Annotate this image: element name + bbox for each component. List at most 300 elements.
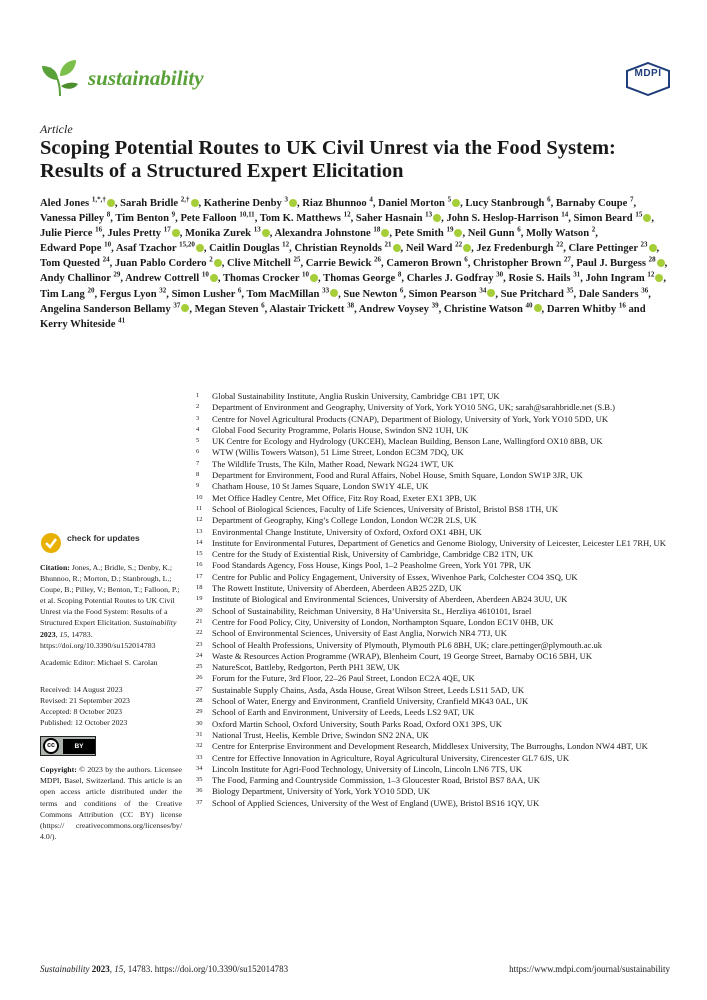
author	[394, 225, 463, 240]
author-affiliation-ref: 22	[556, 240, 564, 249]
author-affiliation-ref: 35	[566, 286, 574, 295]
affiliation-item	[196, 402, 676, 413]
author	[259, 210, 351, 225]
affiliation-item	[196, 493, 676, 504]
author	[274, 225, 389, 240]
publication-dates	[40, 684, 182, 728]
author	[576, 255, 664, 270]
author-name: Katherine Denby	[203, 198, 282, 209]
author-affiliation-ref: 16	[95, 225, 103, 234]
author-affiliation-ref: 5	[447, 195, 452, 204]
affiliation-item	[196, 798, 676, 809]
affiliation-text: School of Biological Sciences, Faculty of Life Sciences, University of Bristol, Bristol BS8 1TH, UK	[212, 503, 559, 514]
affiliation-number: 31	[196, 730, 203, 738]
author-affiliation-ref: 33	[322, 286, 330, 295]
author-list: Aled Jones $^{1,*,\dagger}$ , Sarah Bridle $^{2,\dagger}$ , Katherine Denby $^3$ , Riaz Bhunnoo $^4$, Daniel Morton $^5$ , Lucy Stanbrough $^6$, Barnaby Coupe $^7$, Vanessa Pilley $^8$, Tim Benton $^9$, Pete Falloon $^{10,11}$, Tom K. Matthews $^{12}$, Saher Hasnain $^{13}$ , John S. Heslop-Harrison $^{14}$, Simon Beard $^{15}$ , Julie Pierce $^{16}$, Jules Pretty $^{17}$ , Monika Zurek $^{13}$ , Alexandra Johnstone $^{18}$ , Pete Smith $^{19}$ , Neil Gunn $^6$, Molly Watson $^2$, Edward Pope $^{10}$, Asaf Tzachor $^{15,20}$ , Caitlin Douglas $^{12}$, Christian Reynolds $^{21}$ , Neil Ward $^{22}$ , Jez Fredenburgh $^{22}$, Clare Pettinger $^{23}$ , Tom Quested $^{24}$, Juan Pablo Cordero $^2$ , Clive Mitchell $^{25}$, Carrie Bewick $^{26}$, Cameron Brown $^6$, Christopher Brown $^{27}$, Paul J. Burgess $^{28}$ , Andy Challinor $^{29}$, Andrew Cottrell $^{10}$ , Thomas Crocker $^{10}$ , Thomas George $^8$, Charles J. Godfray $^{30}$, Rosie S. Hails $^{31}$, John Ingram $^{12}$ , Tim Lang $^{20}$, Fergus Lyon $^{32}$, Simon Lusher $^6$, Tom MacMillan $^{33}$ , Sue Newton $^6$, Simon Pearson $^{34}$ , Sue Pritchard $^{35}$, Dale Sanders $^{36}$, Angelina Sanderson Bellamy $^{37}$ , Megan Steven $^6$, Alastair Trickett $^{38}$, Andrew Voysey $^{39}$, Christine Watson $^{40}$ , Darren Whitby $^{16}$ and Kerry Whiteside $^{41}$	[40, 195, 668, 330]
author-affiliation-ref: 10	[104, 240, 112, 249]
affiliation-number: 15	[196, 550, 203, 558]
author-affiliation-ref: 1,*,†	[91, 195, 106, 204]
affiliation-text: Centre for the Study of Existential Risk, University of Cambridge, Cambridge CB2 1TN, UK	[212, 549, 534, 560]
affiliation-number: 7	[196, 459, 200, 467]
orcid-icon[interactable]	[655, 274, 663, 282]
copyright-notice	[40, 764, 182, 842]
orcid-icon[interactable]	[487, 289, 495, 297]
author-affiliation-ref: 21	[384, 240, 392, 249]
author-name: Saher Hasnain	[355, 213, 423, 225]
orcid-icon[interactable]	[191, 199, 199, 207]
author	[194, 301, 265, 315]
author	[585, 270, 664, 285]
author	[180, 210, 255, 225]
author	[555, 195, 634, 209]
author-name: Thomas Crocker	[222, 273, 300, 285]
author-name: Vanessa Pilley	[40, 213, 105, 225]
author-name: Simon Pearson	[408, 288, 477, 300]
orcid-icon[interactable]	[214, 259, 222, 267]
orcid-icon[interactable]	[196, 244, 204, 252]
orcid-icon[interactable]	[643, 214, 651, 222]
author-affiliation-ref: 19	[446, 225, 454, 234]
author	[226, 255, 301, 270]
author-name: Jules Pretty	[107, 228, 162, 240]
footer-year: 2023	[89, 964, 110, 974]
orcid-icon[interactable]	[289, 199, 297, 207]
affiliation-item	[196, 617, 676, 628]
orcid-icon[interactable]	[330, 289, 338, 297]
affiliation-number: 23	[196, 640, 203, 648]
author	[209, 240, 290, 255]
affiliation-item	[196, 662, 676, 673]
affiliation-item	[196, 447, 676, 458]
affiliation-text: UK Centre for Ecology and Hydrology (UKCEH), Maclean Building, Benson Lane, Wallingford OX10 8BB, UK	[212, 436, 603, 447]
author	[246, 286, 339, 300]
author-name: Riaz Bhunnoo	[302, 198, 367, 209]
author-affiliation-ref: 32	[159, 286, 167, 295]
author-affiliation-ref: 8	[397, 270, 402, 279]
affiliation-item	[196, 572, 676, 583]
author-name: Tim Benton	[115, 213, 169, 225]
affiliation-number: 12	[196, 516, 203, 524]
affiliation-number: 18	[196, 584, 203, 592]
author	[99, 286, 167, 300]
footer-journal: Sustainability	[40, 964, 90, 974]
author-affiliation-ref: 39	[431, 301, 439, 310]
affiliation-number: 25	[196, 663, 203, 671]
author-affiliation-ref: 14	[561, 210, 569, 219]
author-name: Sarah Bridle	[120, 198, 179, 209]
author	[40, 255, 110, 270]
affiliation-item	[196, 594, 676, 605]
author	[443, 301, 542, 315]
footer-doi[interactable]: , 14783. https://doi.org/10.3390/su152014783	[123, 964, 289, 974]
affiliation-text: The Wildlife Trusts, The Kiln, Mather Road, Newark NG24 1WT, UK	[212, 458, 454, 469]
author	[467, 225, 521, 240]
author-affiliation-ref: 37	[173, 301, 181, 310]
affiliation-item	[196, 606, 676, 617]
citation-text: Jones, A.; Bridle, S.; Denby, K.; Bhunnoo, R.; Morton, D.; Stanbrough, L.; Coupe, B.; Pilley, V.; Benton, T.; Falloon, P.; et al. Scoping Potential Routes to UK Civil Unrest via the Food System: Results of a Structured Expert Elicitation.	[40, 563, 180, 628]
author	[40, 301, 189, 315]
affiliation-item	[196, 549, 676, 560]
author-affiliation-ref: 36	[641, 286, 649, 295]
affiliation-number: 14	[196, 538, 203, 546]
author-affiliation-ref: 38	[347, 301, 355, 310]
author	[573, 210, 652, 225]
affiliation-text: Centre for Effective Innovation in Agriculture, Royal Agricultural University, Cirencester GL7 6JS, UK	[212, 752, 570, 763]
author-name: Charles J. Godfray	[406, 273, 494, 285]
author	[222, 270, 318, 285]
affiliation-text: Food Standards Agency, Foss House, Kings Pool, 1–2 Peasholme Green, York Y01 7PR, UK	[212, 560, 532, 571]
author	[40, 225, 103, 240]
author	[358, 301, 439, 315]
author-name: Simon Beard	[573, 213, 633, 225]
author	[40, 210, 111, 225]
orcid-icon[interactable]	[657, 259, 665, 267]
citation-year: 2023	[40, 629, 56, 639]
author	[446, 210, 569, 225]
check-for-updates-badge[interactable]	[40, 532, 182, 556]
affiliation-text: The Rowett Institute, University of Aberdeen, Aberdeen AB25 2ZD, UK	[212, 583, 462, 594]
affiliation-number: 37	[196, 798, 203, 806]
author-affiliation-ref: 8	[106, 210, 111, 219]
affiliation-text: Department of Environment and Geography, University of York, York YO10 5NG, UK; sarah@sarahbridle.net (S.B.)	[212, 402, 615, 413]
affiliation-item	[196, 583, 676, 594]
affiliation-text: Centre for Public and Policy Engagement, University of Essex, Wivenhoe Park, Colchester CO4 3SQ, UK	[212, 571, 578, 582]
author-conjunction: and	[628, 303, 646, 315]
cc-icon: cc	[43, 738, 59, 754]
author-affiliation-ref: 10,11	[239, 210, 255, 219]
orcid-icon[interactable]	[433, 214, 441, 222]
author-affiliation-ref: 9	[171, 210, 176, 219]
orcid-icon[interactable]	[210, 274, 218, 282]
author-name: Christian Reynolds	[294, 243, 382, 255]
author	[40, 240, 112, 255]
affiliation-number: 9	[196, 482, 200, 490]
affiliation-number: 24	[196, 651, 203, 659]
affiliation-item	[196, 764, 676, 775]
author-affiliation-ref: 2,†	[180, 195, 190, 204]
affiliation-text: Centre for Enterprise Environment and Development Research, Middlesex University, The Burroughs, London NW4 4BT, UK	[212, 741, 648, 752]
author-name: John S. Heslop-Harrison	[446, 213, 559, 225]
affiliation-item	[196, 651, 676, 662]
author	[508, 270, 581, 285]
affiliation-text: Oxford Martin School, Oxford University, South Parks Road, Oxford OX1 3PS, UK	[212, 718, 502, 729]
citation-doi-link[interactable]: https://doi.org/10.3390/su152014783	[40, 640, 156, 650]
author-name: Tim Lang	[40, 288, 85, 300]
affiliation-number: 35	[196, 776, 203, 784]
orcid-icon[interactable]	[454, 229, 462, 237]
affiliation-text: Lincoln Institute for Agri-Food Technology, University of Lincoln, Lincoln LN6 7TS, UK	[212, 763, 522, 774]
affiliation-text: Forum for the Future, 3rd Floor, 22–26 Paul Street, London EC2A 4QE, UK	[212, 673, 475, 684]
author-affiliation-ref: 12	[647, 270, 655, 279]
affiliation-number: 20	[196, 606, 203, 614]
orcid-icon[interactable]	[649, 244, 657, 252]
affiliation-item	[196, 391, 676, 402]
author-affiliation-ref: 13	[425, 210, 433, 219]
author-name: Megan Steven	[194, 303, 259, 315]
author	[171, 286, 242, 300]
author-name: Angelina Sanderson Bellamy	[40, 303, 171, 315]
author-affiliation-ref: 27	[563, 255, 571, 264]
affiliation-text: Institute of Biological and Environmental Sciences, University of Aberdeen, Aberdeen AB24 3UU, UK	[212, 594, 568, 605]
author-name: Edward Pope	[40, 243, 102, 255]
author	[305, 255, 382, 270]
author-affiliation-ref: 6	[547, 195, 551, 204]
journal-header	[40, 56, 670, 100]
orcid-icon[interactable]	[393, 244, 401, 252]
author-name: Thomas George	[323, 273, 396, 285]
affiliation-text: Centre for Food Policy, City, University of London, Northampton Square, London EC1V 0HB, UK	[212, 616, 554, 627]
citation-label: Citation:	[40, 563, 70, 572]
affiliation-text: Sustainable Supply Chains, Asda, Asda House, Great Wilson Street, Leeds LS11 5AD, UK	[212, 684, 525, 695]
author	[526, 225, 596, 240]
author	[568, 240, 657, 255]
affiliation-text: Global Sustainability Institute, Anglia Ruskin University, Cambridge CB1 1PT, UK	[212, 391, 500, 401]
author-name: Clare Pettinger	[568, 243, 638, 255]
affiliation-item	[196, 560, 676, 571]
affiliation-item	[196, 538, 676, 549]
author-affiliation-ref: 29	[113, 270, 121, 279]
orcid-icon[interactable]	[107, 199, 115, 207]
author	[40, 316, 126, 330]
affiliation-item	[196, 515, 676, 526]
footer-citation	[40, 964, 288, 974]
affiliation-item	[196, 459, 676, 470]
author-affiliation-ref: 6	[464, 255, 468, 264]
author-name: Darren Whitby	[546, 303, 617, 315]
affiliation-number: 19	[196, 595, 203, 603]
affiliation-number: 27	[196, 685, 203, 693]
citation-pages: , 14783.	[67, 629, 93, 639]
affiliation-number: 13	[196, 527, 203, 535]
author	[343, 286, 404, 300]
affiliation-number: 2	[196, 403, 200, 411]
affiliation-text: School of Earth and Environment, University of Leeds, Leeds LS2 9AT, UK	[212, 707, 475, 718]
author-affiliation-ref: 12	[282, 240, 290, 249]
affiliation-item	[196, 719, 676, 730]
author-affiliation-ref: 6	[261, 301, 265, 310]
check-updates-label: check for updates	[67, 533, 140, 543]
author	[323, 270, 402, 285]
article-sidebar	[40, 532, 182, 842]
orcid-icon[interactable]	[310, 274, 318, 282]
author	[115, 240, 204, 255]
author	[294, 240, 400, 255]
affiliation-text: Department for Environment, Food and Rural Affairs, Nobel House, Smith Square, London SW1P 3JR, UK	[212, 470, 583, 481]
affiliation-text: NatureScot, Battleby, Redgorton, Perth PH1 3EW, UK	[212, 662, 400, 673]
author-name: John Ingram	[585, 273, 645, 285]
author-affiliation-ref: 40	[525, 301, 533, 310]
affiliation-item	[196, 741, 676, 752]
affiliation-item	[196, 685, 676, 696]
affiliation-number: 22	[196, 629, 203, 637]
affiliation-number: 26	[196, 674, 203, 682]
author-name: Barnaby Coupe	[555, 198, 628, 209]
academic-editor: Academic Editor: Michael S. Carolan	[40, 657, 158, 667]
affiliation-list	[196, 391, 676, 809]
author-name: Andrew Voysey	[358, 303, 429, 315]
author-name: Asaf Tzachor	[115, 243, 177, 255]
author-affiliation-ref: 28	[648, 255, 656, 264]
accepted-date: Accepted: 8 October 2023	[40, 707, 123, 717]
affiliation-text: Institute for Environmental Futures, Department of Genetics and Genome Biology, University of Leicester, Leicester LE1 7RH, UK	[212, 537, 666, 548]
by-icon: BY	[63, 739, 95, 754]
author-affiliation-ref: 31	[573, 270, 581, 279]
author	[406, 270, 504, 285]
author-name: Tom K. Matthews	[259, 213, 341, 225]
author-name: Tom Quested	[40, 258, 100, 270]
affiliation-number: 30	[196, 719, 203, 727]
author-name: Jez Fredenburgh	[476, 243, 554, 255]
affiliation-text: National Trust, Heelis, Kemble Drive, Swindon SN2 2NA, UK	[212, 729, 429, 740]
author-affiliation-ref: 2	[591, 225, 596, 234]
author-name: Neil Gunn	[467, 228, 515, 240]
affiliation-item	[196, 436, 676, 447]
affiliation-number: 29	[196, 708, 203, 716]
affiliation-item	[196, 640, 676, 651]
author	[185, 225, 270, 240]
author-name: Kerry Whiteside	[40, 318, 116, 330]
article-title: Scoping Potential Routes to UK Civil Unrest via the Food System: Results of a Structured Expert Elicitation	[40, 137, 616, 182]
published-date: Published: 12 October 2023	[40, 718, 128, 728]
footer-journal-url[interactable]: https://www.mdpi.com/journal/sustainability	[509, 964, 670, 974]
author-affiliation-ref: 25	[293, 255, 301, 264]
affiliation-item	[196, 628, 676, 639]
author-name: Tom MacMillan	[246, 288, 320, 300]
author	[546, 301, 626, 315]
copyright-label: Copyright:	[40, 765, 77, 775]
author	[125, 270, 218, 285]
affiliation-number: 17	[196, 572, 203, 580]
author-name: Christopher Brown	[473, 258, 562, 270]
affiliation-text: School of Environmental Sciences, University of East Anglia, Norwich NR4 7TJ, UK	[212, 628, 508, 639]
affiliation-number: 4	[196, 425, 200, 433]
author-affiliation-ref: 7	[630, 195, 634, 204]
author	[500, 286, 574, 300]
affiliation-item	[196, 470, 676, 481]
author-name: Juan Pablo Cordero	[114, 258, 207, 270]
author	[40, 195, 115, 209]
author-name: Simon Lusher	[171, 288, 236, 300]
author-name: Sue Pritchard	[500, 288, 564, 300]
author-affiliation-ref: 2	[209, 255, 213, 264]
author-affiliation-ref: 26	[374, 255, 382, 264]
author-affiliation-ref: 17	[163, 225, 171, 234]
affiliation-text: School of Sustainability, Reichman University, 8 Ha’Universita St., Herzliya 4610101, Israel	[212, 605, 532, 616]
author-affiliation-ref: 20	[87, 286, 95, 295]
citation-volume: , 15	[55, 629, 68, 639]
author	[107, 225, 179, 240]
received-date: Received: 14 August 2023	[40, 684, 123, 694]
orcid-icon[interactable]	[262, 229, 270, 237]
author-affiliation-ref: 4	[369, 195, 373, 204]
affiliation-item	[196, 414, 676, 425]
author	[114, 255, 222, 270]
author	[465, 195, 551, 209]
affiliation-text: Chatham House, 10 St James Square, London SW1Y 4LE, UK	[212, 481, 429, 492]
affiliation-number: 16	[196, 561, 203, 569]
affiliation-number: 1	[196, 392, 200, 399]
author-name: Cameron Brown	[386, 258, 462, 270]
affiliation-item	[196, 707, 676, 718]
author-affiliation-ref: 30	[496, 270, 504, 279]
affiliation-number: 21	[196, 617, 203, 625]
copyright-text: © 2023 by the authors. Licensee MDPI, Basel, Switzerland. This article is an open access article distributed under the terms and conditions of the Creative Commons Attribution (CC BY) license (https:// creativecommons.org/licenses/by/ 4.0/).	[40, 765, 182, 841]
check-updates-icon	[40, 532, 62, 554]
author-affiliation-ref: 22	[455, 240, 463, 249]
affiliation-text: School of Water, Energy and Environment, Cranfield University, Cranfield MK43 0AL, UK	[212, 696, 529, 707]
affiliation-text: Environmental Change Institute, University of Oxford, Oxford OX1 4BH, UK	[212, 526, 482, 537]
author-name: Molly Watson	[526, 228, 590, 240]
author-name: Fergus Lyon	[99, 288, 157, 300]
author	[115, 210, 176, 225]
affiliation-number: 3	[196, 414, 200, 422]
author-affiliation-ref: 10	[302, 270, 310, 279]
author-affiliation-ref: 15	[635, 210, 643, 219]
author-name: Daniel Morton	[378, 198, 445, 209]
author-name: Dale Sanders	[578, 288, 639, 300]
citation-journal: Sustainability	[133, 618, 177, 628]
orcid-icon[interactable]	[463, 244, 471, 252]
author-affiliation-ref: 6	[237, 286, 242, 295]
orcid-icon[interactable]	[381, 229, 389, 237]
author	[476, 240, 564, 255]
author	[203, 195, 297, 209]
author-affiliation-ref: 34	[479, 286, 487, 295]
author-affiliation-ref: 41	[118, 316, 126, 325]
affiliation-number: 6	[196, 448, 200, 456]
orcid-icon[interactable]	[172, 229, 180, 237]
author-affiliation-ref: 10	[201, 270, 209, 279]
cc-by-license-badge[interactable]	[40, 736, 96, 756]
author-name: Pete Smith	[394, 228, 444, 240]
author-name: Andy Challinor	[40, 273, 111, 285]
sustainability-leaf-icon	[40, 58, 80, 98]
affiliation-item	[196, 504, 676, 515]
author-name: Pete Falloon	[180, 213, 237, 225]
affiliation-item	[196, 425, 676, 436]
author-affiliation-ref: 6	[399, 286, 404, 295]
orcid-icon[interactable]	[181, 304, 189, 312]
affiliation-item	[196, 673, 676, 684]
affiliation-number: 32	[196, 742, 203, 750]
author	[386, 255, 468, 270]
affiliation-text: The Food, Farming and Countryside Commission, 1–3 Gloucester Road, Bristol BS7 8AA, UK	[212, 775, 540, 786]
footer-volume: , 15	[109, 964, 124, 974]
author	[578, 286, 649, 300]
orcid-icon[interactable]	[452, 199, 460, 207]
author-name: Rosie S. Hails	[508, 273, 571, 285]
citation	[40, 562, 182, 651]
author-name: Carrie Bewick	[305, 258, 372, 270]
author-affiliation-ref: 3	[284, 195, 288, 204]
author	[408, 286, 496, 300]
affiliation-text: Global Food Security Programme, Polaris House, Swindon SN2 1UH, UK	[212, 424, 469, 435]
affiliation-number: 28	[196, 697, 203, 705]
affiliation-text: School of Health Professions, University of Plymouth, Plymouth PL6 8BH, UK; clare.pettinger@plymouth.ac.uk	[212, 639, 603, 650]
author-name: Clive Mitchell	[226, 258, 291, 270]
author	[40, 286, 95, 300]
orcid-icon[interactable]	[534, 304, 542, 312]
affiliation-item	[196, 753, 676, 764]
affiliation-item	[196, 730, 676, 741]
affiliation-text: Met Office Hadley Centre, Met Office, Fitz Roy Road, Exeter EX1 3PB, UK	[212, 492, 477, 503]
affiliation-text: Department of Geography, King’s College London, London WC2R 2LS, UK	[212, 515, 477, 526]
author-affiliation-ref: 6	[517, 225, 521, 234]
author-name: Christine Watson	[443, 303, 523, 315]
author	[269, 301, 355, 315]
author	[378, 195, 460, 209]
affiliation-text: Waste & Resources Action Programme (WRAP), Blenheim Court, 19 George Street, Barnaby OC16 5BH, UK	[212, 650, 593, 661]
